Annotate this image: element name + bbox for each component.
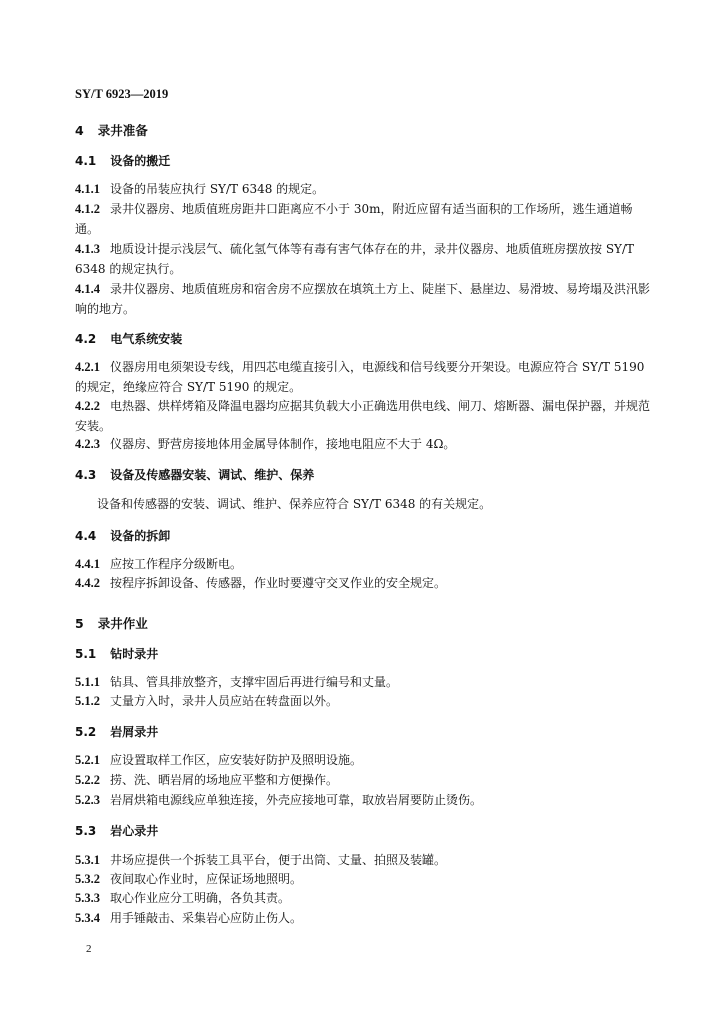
- clause-text: 用手锤敲击、采集岩心应防止伤人。: [110, 911, 303, 925]
- clause-5-2-3: [75, 790, 650, 810]
- section-title: 电气系统安装: [110, 332, 183, 346]
- section-4-1-heading: [75, 152, 170, 169]
- clause-number: 4.1.3: [75, 242, 100, 256]
- page-number: 2: [86, 943, 92, 955]
- clause-text: 岩屑烘箱电源线应单独连接，外壳应接地可靠，取放岩屑要防止烫伤。: [110, 793, 483, 807]
- section-4-3-heading: [75, 466, 314, 483]
- clause-5-1-1: [75, 672, 650, 692]
- section-title: 设备的拆卸: [110, 529, 171, 543]
- clause-text: 地质设计提示浅层气、硫化氢气体等有毒有害气体存在的井，录井仪器房、地质值班房摆放按 SY/T 6348 的规定执行。: [75, 242, 635, 276]
- clause-text: 录井仪器房、地质值班房距井口距离应不小于 30m，附近应留有适当面积的工作场所，逃生通道畅通。: [75, 202, 633, 236]
- clause-5-3-4: [75, 908, 650, 928]
- section-title: 设备的搬迁: [110, 154, 171, 168]
- clause-5-3-3: [75, 888, 650, 908]
- clause-number: 4.2.3: [75, 437, 100, 451]
- clause-number: 5.1.2: [75, 694, 100, 708]
- clause-text: 取心作业应分工明确，各负其责。: [110, 891, 291, 905]
- clause-number: 5.3.1: [75, 853, 100, 867]
- clause-text: 电热器、烘样烤箱及降温电器均应据其负载大小正确选用供电线、闸刀、熔断器、漏电保护器，并规范安装。: [75, 399, 651, 433]
- section-number: 5: [75, 616, 84, 631]
- section-number: 4.2: [75, 332, 97, 346]
- clause-number: 5.3.2: [75, 872, 100, 886]
- clause-4-1-3: [75, 239, 650, 279]
- clause-number: 4.4.1: [75, 557, 100, 571]
- clause-4-1-1: [75, 179, 650, 199]
- clause-number: 5.1.1: [75, 675, 100, 689]
- section-5-3-heading: [75, 822, 158, 839]
- clause-number: 4.1.1: [75, 182, 100, 196]
- section-5-2-heading: [75, 723, 158, 740]
- section-number: 4.3: [75, 468, 97, 482]
- clause-number: 4.2.1: [75, 360, 100, 374]
- section-number: 4.4: [75, 529, 97, 543]
- clause-text: 井场应提供一个拆装工具平台，便于出筒、丈量、拍照及装罐。: [110, 853, 447, 867]
- clause-text: 录井仪器房、地质值班房和宿舍房不应摆放在填筑土方上、陡崖下、悬崖边、易滑坡、易垮塌及洪汛影响的地方。: [75, 282, 651, 316]
- clause-5-2-2: [75, 770, 650, 790]
- section-title: 设备及传感器安装、调试、维护、保养: [110, 468, 315, 482]
- section-title: 录井准备: [97, 123, 148, 138]
- clause-4-2-2: [75, 396, 650, 436]
- section-number: 5.1: [75, 647, 97, 661]
- section-5-heading: [75, 614, 148, 632]
- clause-4-1-2: [75, 199, 650, 239]
- clause-text: 应按工作程序分级断电。: [110, 557, 243, 571]
- clause-4-4-2: [75, 573, 650, 593]
- section-4-2-heading: [75, 330, 182, 347]
- clause-text: 仪器房用电须架设专线，用四芯电缆直接引入，电源线和信号线要分开架设。电源应符合 SY/T 5190 的规定，绝缘应符合 SY/T 5190 的规定。: [75, 360, 645, 394]
- clause-4-1-4: [75, 279, 650, 319]
- section-number: 4: [75, 123, 84, 138]
- clause-number: 5.2.2: [75, 773, 100, 787]
- clause-text: 丈量方入时，录井人员应站在转盘面以外。: [110, 694, 339, 708]
- clause-number: 4.4.2: [75, 576, 100, 590]
- clause-number: 4.1.4: [75, 282, 100, 296]
- clause-number: 5.3.4: [75, 911, 100, 925]
- section-number: 4.1: [75, 154, 97, 168]
- standard-code-header: SY/T 6923—2019: [75, 87, 169, 101]
- clause-number: 5.3.3: [75, 891, 100, 905]
- clause-text: 仪器房、野营房接地体用金属导体制作，接地电阻应不大于 4Ω。: [110, 437, 456, 451]
- clause-number: 5.2.1: [75, 753, 100, 767]
- section-title: 岩屑录井: [110, 725, 159, 739]
- clause-5-3-1: [75, 850, 650, 870]
- clause-number: 5.2.3: [75, 793, 100, 807]
- clause-text: 设备的吊装应执行 SY/T 6348 的规定。: [110, 182, 325, 196]
- clause-text: 夜间取心作业时，应保证场地照明。: [110, 872, 303, 886]
- clause-5-2-1: [75, 750, 650, 770]
- clause-4-4-1: [75, 554, 650, 574]
- section-number: 5.3: [75, 824, 97, 838]
- clause-text: 按程序拆卸设备、传感器，作业时要遵守交叉作业的安全规定。: [110, 576, 447, 590]
- section-title: 钻时录井: [110, 647, 159, 661]
- clause-text: 钻具、管具排放整齐，支撑牢固后再进行编号和丈量。: [110, 675, 399, 689]
- clause-text: 捞、洗、晒岩屑的场地应平整和方便操作。: [110, 773, 339, 787]
- clause-5-1-2: [75, 691, 650, 711]
- clause-4-2-3: [75, 434, 650, 454]
- clause-5-3-2: [75, 869, 650, 889]
- clause-number: 4.2.2: [75, 399, 100, 413]
- clause-4-2-1: [75, 357, 650, 397]
- section-5-1-heading: [75, 645, 158, 662]
- section-title: 录井作业: [97, 616, 148, 631]
- section-title: 岩心录井: [110, 824, 159, 838]
- section-4-4-heading: [75, 527, 170, 544]
- clause-text: 应设置取样工作区，应安装好防护及照明设施。: [110, 753, 363, 767]
- clause-number: 4.1.2: [75, 202, 100, 216]
- section-number: 5.2: [75, 725, 97, 739]
- section-4-3-paragraph: 设备和传感器的安装、调试、维护、保养应符合 SY/T 6348 的有关规定。: [97, 497, 492, 511]
- section-4-heading: [75, 121, 148, 139]
